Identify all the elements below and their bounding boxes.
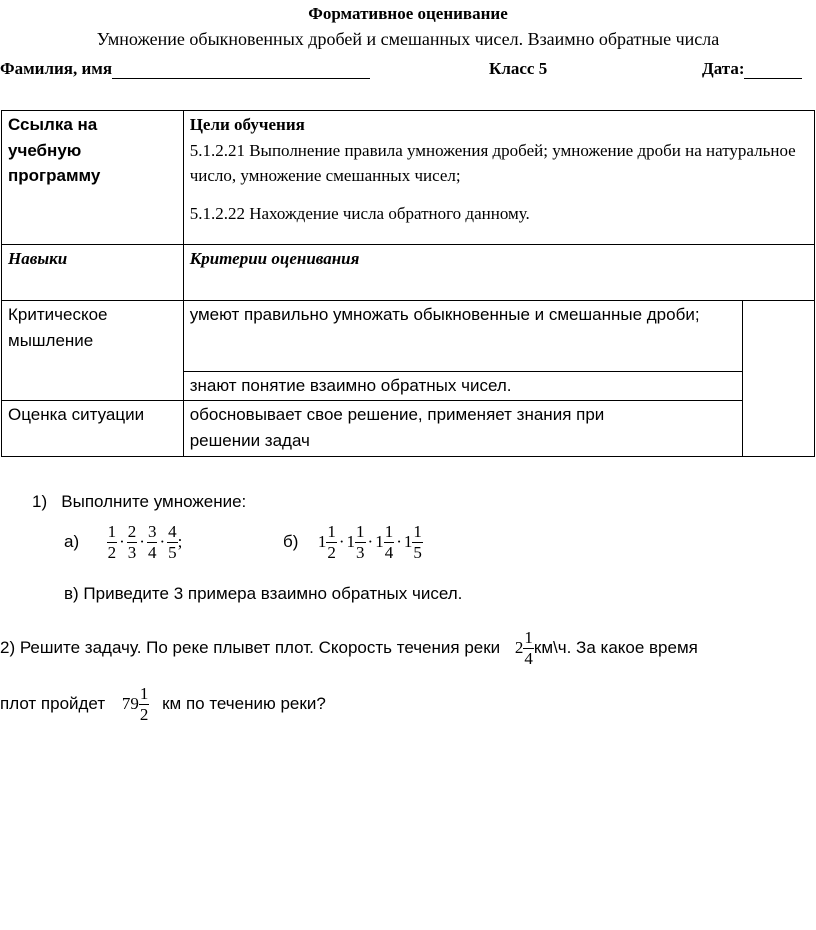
skill-2: Оценка ситуации [2,401,184,457]
goal-1: 5.1.2.21 Выполнение правила умножения дробей; умножение дроби на натуральное число, умножение смешанных чисел; [189,140,796,185]
mixed-whole: 1 [346,532,356,552]
task-2-line-2-before: плот пройдет [0,694,106,714]
class-label: Класс 5 [489,59,548,78]
fraction: $\frac{2}{3}$ [127,522,137,562]
ref-header-cell [2,111,184,245]
score-cell[interactable] [743,301,815,457]
part-a-label: а) [64,532,80,552]
student-info-row [0,59,816,83]
task-1-text: Выполните умножение: [61,492,247,511]
task-2-text-after: км\ч. За какое время [533,638,698,658]
name-field[interactable] [0,59,370,79]
fraction: $\frac{1}{4}$ [384,522,394,562]
fraction: $\frac{1}{2}$ [107,522,117,562]
page-title: Формативное оценивание [308,4,508,23]
fraction: $\frac{1}{5}$ [413,522,422,562]
part-b-label: б) [283,532,299,552]
criteria-header: Критерии оценивания [183,245,814,301]
fraction: $\frac{3}{4}$ [147,522,157,562]
criterion-3 [183,401,743,457]
task-2-line-2-after: км по течению реки? [162,694,326,714]
name-label: Фамилия, имя [0,59,113,78]
goal-2: 5.1.2.22 Нахождение числа обратного данному. [189,203,530,223]
skills-header: Навыки [2,245,184,301]
date-blank-line [744,61,802,79]
criterion-3-text: обосновывает свое решение, применяет знания при решении задач [189,405,605,450]
speed-whole: 2 [514,638,524,658]
speed-fraction: $\frac{1}{4}$ [524,628,533,668]
table-row [2,301,815,372]
task-2-line-1 [0,628,698,668]
name-blank-line [112,61,370,79]
task-2-text-before: 2) Решите задачу. По реке плывет плот. Скорость течения реки [0,638,501,658]
task-2-line-2 [0,684,326,724]
mixed-whole: 1 [375,532,384,552]
date-field[interactable] [702,59,802,79]
table-row [2,111,815,245]
criterion-1: умеют правильно умножать обыкновенные и смешанные дроби; [183,301,743,372]
table-row [2,401,815,457]
goals-cell [183,111,814,245]
task-1a-row: а) $\frac{1}{2}$ · $\frac{2}{3}$ · $\frac{3}{4}$ · $\frac{4}{5}$ ; [64,522,183,562]
date-label: Дата: [702,59,745,78]
skill-1: Критическое мышление [2,301,184,401]
task-1v-text: в) Приведите 3 примера взаимно обратных чисел. [64,584,463,603]
table-row [2,245,815,301]
task-1b-row: б) 1 $\frac{1}{2}$ · 1 $\frac{1}{3}$ · 1 $\frac{1}{4}$ · 1 $\frac{1}{5}$ [283,522,422,562]
part-a-terminator: ; [177,532,183,552]
task-1-number: 1) [32,492,48,511]
page-subtitle: Умножение обыкновенных дробей и смешанных чисел. Взаимно обратные числа [96,29,720,49]
task-1-heading [32,492,246,512]
mixed-whole: 1 [317,532,327,552]
criterion-2: знают понятие взаимно обратных чисел. [183,372,743,401]
fraction: $\frac{4}{5}$ [168,522,177,562]
assessment-table [1,110,815,457]
goals-header: Цели обучения [189,115,305,134]
distance-whole: 79 [121,694,139,714]
distance-fraction: $\frac{1}{2}$ [139,684,149,724]
fraction: $\frac{1}{2}$ [327,522,336,562]
ref-header: Ссылка на учебную программу [8,115,101,185]
mixed-whole: 1 [403,532,413,552]
fraction: $\frac{1}{3}$ [356,522,365,562]
